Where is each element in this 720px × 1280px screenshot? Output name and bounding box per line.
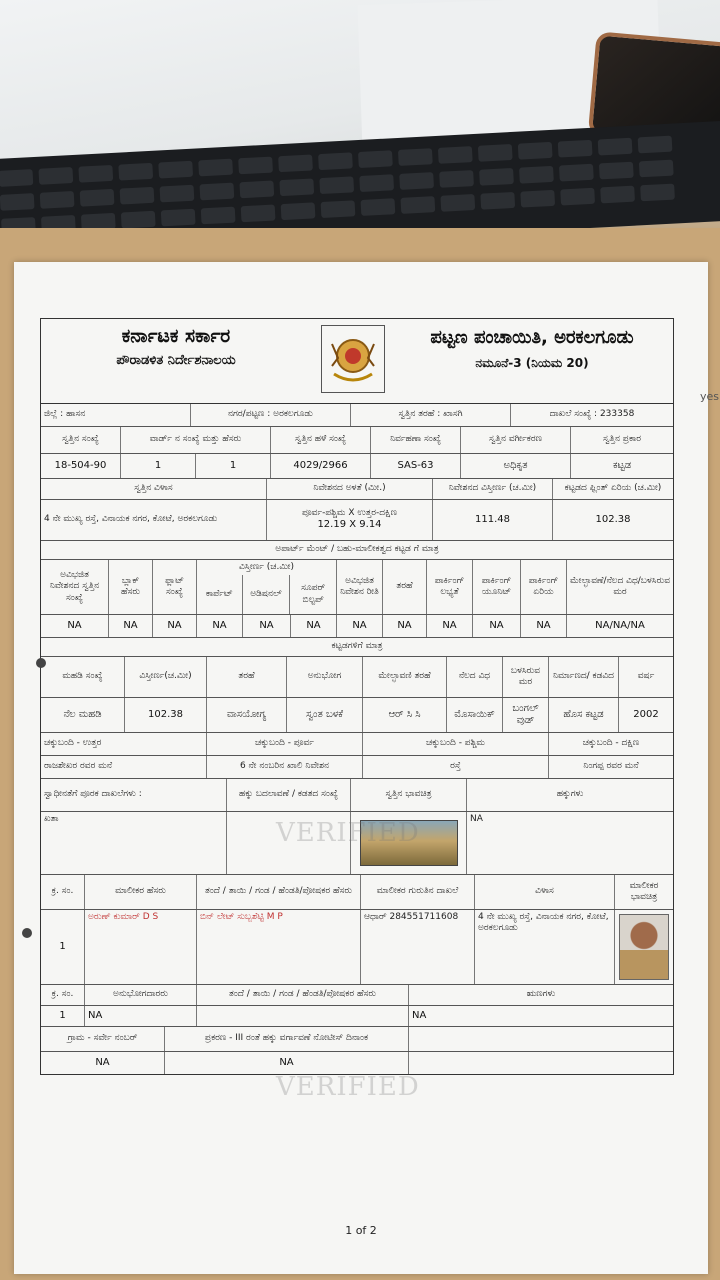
- col-survey: ಗ್ರಾಮ - ಸರ್ವೇ ನಂಬರ್: [41, 1027, 165, 1051]
- val-owner-address: 4 ನೇ ಮುಖ್ಯ ರಸ್ತೆ, ವಿನಾಯಕ ನಗರ, ಕೋಟೆ, ಅರಕಲಗೂಡು: [475, 910, 615, 984]
- col-bld-type: ತರಹೆ: [207, 657, 287, 697]
- col-roof-floor-wood: ಮೇಲ್ಛಾವಣೆ/ನೆಲದ ವಿಧ/ಬಳಸಿರುವ ಮರ: [570, 575, 670, 597]
- building-banner: ಕಟ್ಟಡಗಳಿಗೆ ಮಾತ್ರ: [331, 641, 383, 652]
- col-east: ಚಕ್ಕುಬಂದಿ - ಪೂರ್ವ: [207, 733, 363, 755]
- owner-value-row: [41, 910, 673, 985]
- occupier-value-row: [41, 1006, 673, 1027]
- col-north: ಚಕ್ಕುಬಂದಿ - ಉತ್ತರ: [41, 733, 207, 755]
- col-classification: ಸ್ವತ್ತಿನ ವರ್ಗೀಕರಣ: [461, 427, 571, 453]
- town: ನಗರ/ಪಟ್ಟಣ : ಅರಕಲಗೂಡು: [191, 404, 351, 426]
- val-property-no: 18-504-90: [41, 454, 121, 478]
- val-docs: ಖತಾ: [41, 812, 227, 874]
- col-owner-photo: ಮಾಲೀಕರ ಭಾವಚಿತ್ರ: [629, 880, 659, 902]
- building-banner-row: [41, 638, 673, 657]
- val-classification: ಅಧಿಕೃತ: [461, 454, 571, 478]
- apt-val-1: NA: [41, 615, 109, 637]
- building-value-row: [41, 698, 673, 733]
- col-blank: [409, 1027, 673, 1051]
- val-liabilities: NA: [412, 1009, 427, 1021]
- col-wood: ಬಳಸಿರುವ ಮರ: [503, 657, 549, 697]
- col-change-file: ಹಕ್ಕು ಬದಲಾವಣೆ / ಕಡತದ ಸಂಖ್ಯೆ: [227, 779, 351, 811]
- apt-val-11: NA: [521, 615, 567, 637]
- val-north: ರಾಜಶೇಖರ ರವರ ಮನೆ: [41, 756, 207, 778]
- col-additional: ಅಡಿಷನಲ್: [243, 575, 291, 614]
- val-year: 2002: [633, 708, 659, 720]
- panchayat-title: ಪಟ್ಟಣ ಪಂಚಾಯಿತಿ, ಅರಕಲಗೂಡು: [430, 327, 634, 348]
- apt-val-7: NA: [337, 615, 383, 637]
- val-notice-date: NA: [165, 1052, 409, 1074]
- val-id: ಆಧಾರ್ 284551711608: [361, 910, 475, 984]
- col-rights: ಹಕ್ಕುಗಳು: [556, 789, 584, 800]
- col-property-kind: ಸ್ವತ್ತಿನ ಪ್ರಕಾರ: [603, 434, 641, 445]
- val-floor-area: 102.38: [125, 698, 207, 732]
- col-parking-area: ಪಾರ್ಕಿಂಗ್ ಏರಿಯ: [521, 560, 567, 614]
- apt-val-12: NA/NA/NA: [595, 619, 645, 631]
- directorate-title: ಪೌರಾಡಳಿತ ನಿರ್ದೇಶನಾಲಯ: [116, 353, 236, 368]
- header-right: [391, 319, 673, 403]
- val-roof: ಆರ್ ಸಿ ಸಿ: [363, 698, 447, 732]
- col-old-no: ಸ್ವತ್ತಿನ ಹಳೆ ಸಂಖ್ಯೆ: [271, 427, 371, 453]
- verified-watermark: VERIFIED: [276, 818, 420, 848]
- col-parking-avail: ಪಾರ್ಕಿಂಗ್ ಲಭ್ಯತೆ: [427, 560, 473, 614]
- boundary-value-row: [41, 756, 673, 779]
- val-sl: 1: [41, 910, 85, 984]
- col-dimension: ನಿವೇಶನದ ಅಳತೆ (ಮೀ.): [267, 479, 433, 499]
- col-flat: ಫ್ಲಾಟ್ ಸಂಖ್ಯೆ: [153, 560, 197, 614]
- val-occ-relation: [197, 1006, 409, 1026]
- apt-val-5: NA: [243, 615, 291, 637]
- header-left: [41, 319, 311, 403]
- val-ward-no: 1: [121, 454, 196, 478]
- punch-hole-2: [22, 928, 32, 938]
- val-construction: ಹೊಸ ಕಟ್ಟಡ: [549, 698, 619, 732]
- val-occ-sl: 1: [41, 1006, 85, 1026]
- col-ward: ವಾರ್ಡ್ ನ ಸಂಖ್ಯೆ ಮತ್ತು ಹೆಸರು: [121, 427, 271, 453]
- val-dimension-cell: [267, 500, 433, 540]
- col-address: ಸ್ವತ್ತಿನ ವಿಳಾಸ: [41, 479, 267, 499]
- state-emblem-icon: [321, 325, 385, 393]
- col-property-no: ಸ್ವತ್ತಿನ ಸಂಖ್ಯೆ: [41, 427, 121, 453]
- col-docs: ಸ್ವಾಧೀನತೆಗೆ ಪೂರಕ ದಾಖಲೆಗಳು :: [41, 779, 227, 811]
- document-page: [14, 262, 708, 1274]
- property-value-row: [41, 454, 673, 479]
- col-occ-sl: ಕ್ರ. ಸಂ.: [41, 985, 85, 1005]
- val-floor: ನೆಲ ಮಹಡಿ: [41, 698, 125, 732]
- val-east: 6 ನೇ ನಂಬರಿನ ಖಾಲಿ ನಿವೇಶನ: [207, 756, 363, 778]
- col-sl: ಕ್ರ. ಸಂ.: [41, 875, 85, 909]
- col-area-group: [197, 560, 337, 614]
- boundary-header-row: [41, 733, 673, 756]
- col-floor-kind: ನೆಲದ ವಿಧ: [447, 657, 503, 697]
- apartment-header-row: [41, 560, 673, 615]
- col-owner-name: ಮಾಲೀಕರ ಹೆಸರು: [85, 875, 197, 909]
- col-undivided-no: ಅವಿಭಜಿತ ನಿವೇಶನದ ಸ್ವತ್ತಿನ ಸಂಖ್ಯೆ: [41, 560, 109, 614]
- col-undivided-kind: ಅವಿಭಜಿತ ನಿವೇಶನ ರೀತಿ: [337, 560, 383, 614]
- val-usage: ಸ್ವಂತ ಬಳಕೆ: [287, 698, 363, 732]
- val-plinth-area: 102.38: [595, 513, 631, 525]
- col-apt-type: ತರಹೆ: [383, 560, 427, 614]
- val-rights: NA: [470, 814, 483, 824]
- apartment-value-row: [41, 615, 673, 638]
- col-roof: ಮೇಲ್ಛಾವಣಿ ತರಹೆ: [363, 657, 447, 697]
- col-relation: ತಂದೆ / ತಾಯಿ / ಗಂಡ / ಹೆಂಡತಿ/ಪೋಷಕರ ಹೆಸರು: [197, 875, 361, 909]
- val-old-no: 4029/2966: [271, 454, 371, 478]
- col-site-area: ನಿವೇಶನದ ವಿಸ್ತೀರ್ಣ (ಚ.ಮೀ): [433, 479, 553, 499]
- val-wood: ಬಂಗಲ್ ವುಡ್: [503, 698, 549, 732]
- col-owner-address: ವಿಳಾಸ: [475, 875, 615, 909]
- address-value-row: [41, 500, 673, 541]
- property-header-row: [41, 427, 673, 454]
- occupier-header-row: [41, 985, 673, 1006]
- col-occupier: ಅನುಭೋಗದಾರರು: [85, 985, 197, 1005]
- col-id: ಮಾಲೀಕರ ಗುರುತಿನ ದಾಖಲೆ: [361, 875, 475, 909]
- form-number: ನಮೂನೆ-3 (ನಿಯಮ 20): [475, 356, 589, 370]
- col-construction: ನಿರ್ಮಾಣದ/ ಕಡವಿದ: [549, 657, 619, 697]
- col-floor: ಮಹಡಿ ಸಂಖ್ಯೆ: [41, 657, 125, 697]
- col-plinth-area: ಕಟ್ಟಡದ ಫ್ಲಿಂತ್ ಏರಿಯ (ಚ.ಮೀ): [564, 483, 662, 494]
- val-site-area: 111.48: [433, 500, 553, 540]
- val-property-kind: ಕಟ್ಟಡ: [612, 459, 632, 471]
- docs-header-row: [41, 779, 673, 812]
- col-block: ಬ್ಲಾಕ್ ಹೆಸರು: [109, 560, 153, 614]
- col-property-photo: ಸ್ವತ್ತಿನ ಭಾವಚಿತ್ರ: [351, 779, 467, 811]
- govt-title: ಕರ್ನಾಟಕ ಸರ್ಕಾರ: [121, 325, 231, 347]
- col-occ-relation: ತಂದೆ / ತಾಯಿ / ಗಂಡ / ಹೆಂಡತಿ/ಪೋಷಕರ ಹೆಸರು: [197, 985, 409, 1005]
- form-table: [40, 318, 674, 1075]
- col-notice-date: ಪ್ರಕರಣ - III ರಂತೆ ಹಕ್ಕು ವರ್ಗಾವಣೆ ನೋಟೀಸ್ ದಿನಾಂಕ: [165, 1027, 409, 1051]
- verified-watermark-2: VERIFIED: [276, 1072, 420, 1102]
- val-west: ರಸ್ತೆ: [363, 756, 549, 778]
- entry-number: ದಾಖಲೆ ಸಂಖ್ಯೆ : 233358: [549, 409, 635, 420]
- col-year: ವರ್ಷ: [637, 671, 655, 682]
- margin-note: yes: [700, 390, 720, 403]
- col-south: ಚಕ್ಕುಬಂದಿ - ದಕ್ಷಿಣ: [582, 738, 640, 749]
- apt-val-9: NA: [427, 615, 473, 637]
- apt-val-6: NA: [291, 615, 337, 637]
- property-type: ಸ್ವತ್ತಿನ ತರಹೆ : ಖಾಸಗಿ: [351, 404, 511, 426]
- area-group-label: ವಿಸ್ತೀರ್ಣ (ಚ.ಮೀ): [238, 562, 295, 572]
- col-parking-unit: ಪಾರ್ಕಿಂಗ್ ಯೂನಿಟ್: [473, 560, 521, 614]
- apartment-banner: ಅಪಾರ್ಟ್ ಮೆಂಟ್ / ಬಹು-ಮಾಲೀಕತ್ವದ ಕಟ್ಟಡ ಗೆ ಮಾತ್ರ: [275, 544, 439, 555]
- val-relation: ಬಿನ್ ಲೇಟ್ ಸುಬ್ಬಶೆಟ್ಟಿ M P: [197, 910, 361, 984]
- apt-val-4: NA: [197, 615, 243, 637]
- col-usage: ಅನುಭೋಗ: [287, 657, 363, 697]
- punch-hole: [36, 658, 46, 668]
- val-survey: NA: [41, 1052, 165, 1074]
- col-west: ಚಕ್ಕುಬಂದಿ - ಪಶ್ಚಿಮ: [363, 733, 549, 755]
- survey-value-row: [41, 1052, 673, 1074]
- dimension-desc: ಪೂರ್ವ-ಪಶ್ಚಿಮ X ಉತ್ತರ-ದಕ್ಷಿಣ: [301, 508, 398, 519]
- apt-val-2: NA: [109, 615, 153, 637]
- address-header-row: [41, 479, 673, 500]
- form-header: [41, 319, 673, 404]
- val-blank: [409, 1052, 673, 1074]
- val-floor-kind: ಮೊಸಾಯಿಕ್: [447, 698, 503, 732]
- apt-val-8: NA: [383, 615, 427, 637]
- building-header-row: [41, 657, 673, 698]
- val-owner-photo: [615, 910, 673, 984]
- survey-header-row: [41, 1027, 673, 1052]
- apartment-banner-row: [41, 541, 673, 560]
- col-mgmt-no: ನಿರ್ವಹಣಾ ಸಂಖ್ಯೆ: [371, 427, 461, 453]
- apt-val-10: NA: [473, 615, 521, 637]
- val-address: 4 ನೇ ಮುಖ್ಯ ರಸ್ತೆ, ವಿನಾಯಕ ನಗರ, ಕೋಟೆ, ಅರಕಲಗೂಡು: [41, 500, 267, 540]
- val-south: ನಿಂಗಪ್ಪ ರವರ ಮನೆ: [583, 761, 639, 772]
- val-ward-name: 1: [196, 454, 271, 478]
- district-row: [41, 404, 673, 427]
- dimension-value: 12.19 X 9.14: [317, 519, 382, 531]
- owner-photo: [619, 914, 669, 980]
- col-floor-area: ವಿಸ್ತೀರ್ಣ(ಚ.ಮೀ): [125, 657, 207, 697]
- owner-header-row: [41, 875, 673, 910]
- col-liabilities: ಋಣಗಳು: [526, 989, 556, 1000]
- district: ಜಿಲ್ಲೆ : ಹಾಸನ: [41, 404, 191, 426]
- col-carpet: ಕಾರ್ಪೆಟ್: [197, 575, 243, 614]
- val-owner-name: ಅರುಣ್ ಕುಮಾರ್ D S: [85, 910, 197, 984]
- val-bld-type: ವಾಸಯೋಗ್ಯ: [207, 698, 287, 732]
- val-mgmt-no: SAS-63: [371, 454, 461, 478]
- apt-val-3: NA: [153, 615, 197, 637]
- col-super-builtup: ಸೂಪರ್ ಬಿಲ್ಟಪ್: [301, 583, 326, 605]
- val-occupier: NA: [85, 1006, 197, 1026]
- page-number: 1 of 2: [345, 1224, 377, 1237]
